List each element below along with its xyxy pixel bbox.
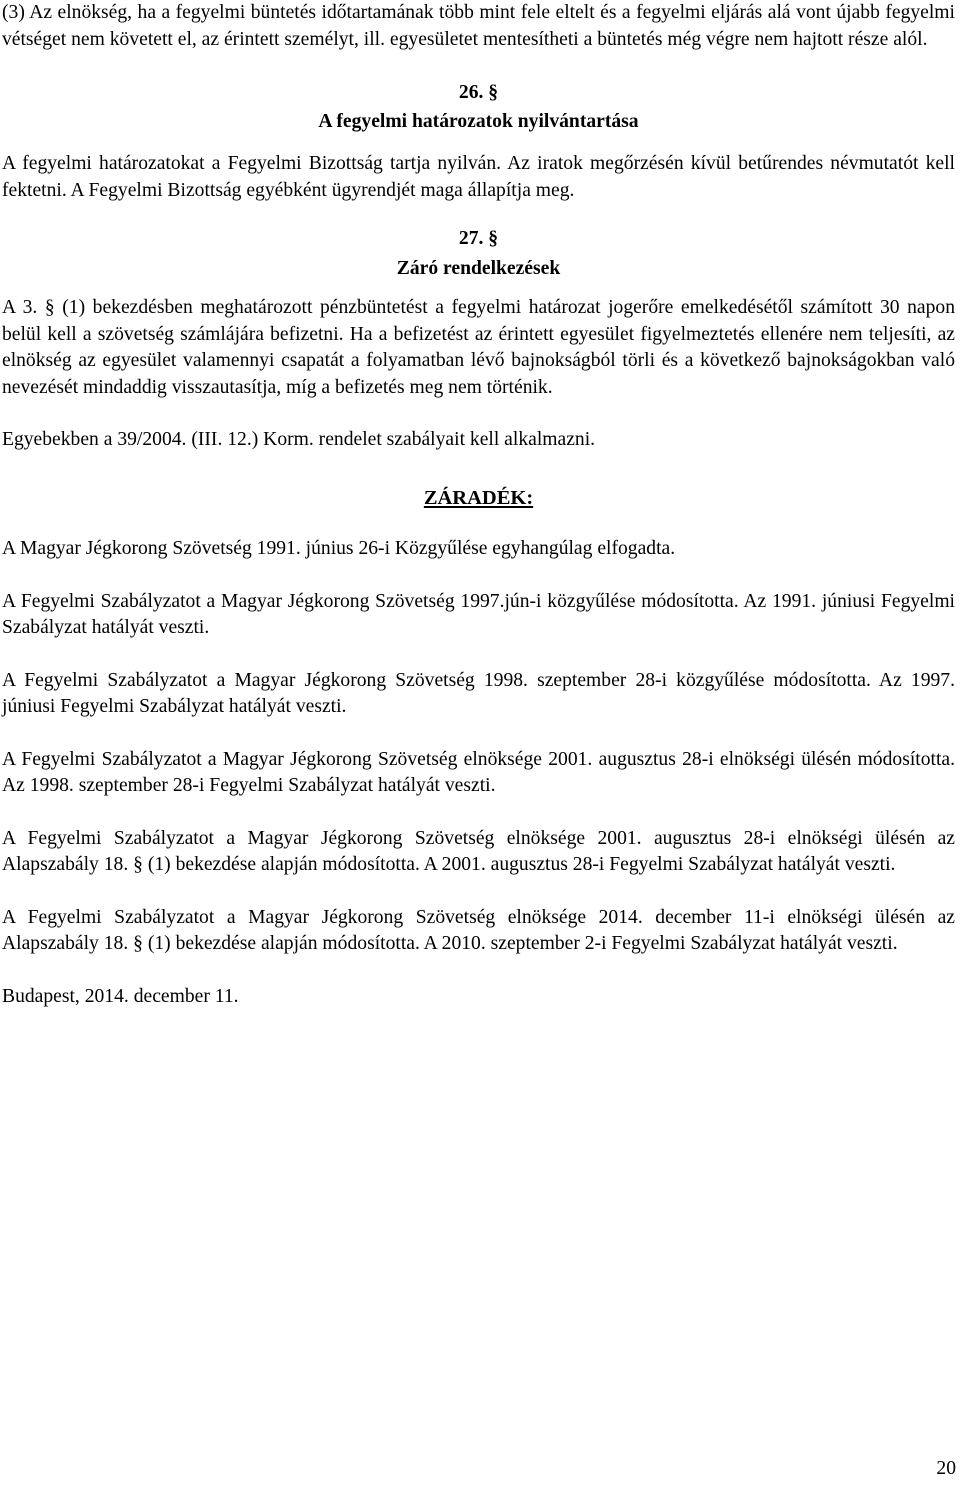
document-body bbox=[2, 0, 955, 1010]
zaradek-entry-3: A Fegyelmi Szabályzatot a Magyar Jégkorong Szövetség 1998. szeptember 28-i közgyűlése módosította. Az 1997. júniusi Fegyelmi Szabályzat hatályát veszti. bbox=[2, 669, 955, 717]
section-27-number: 27. § bbox=[458, 228, 499, 249]
section-27-text: A 3. § (1) bekezdésben meghatározott pénzbüntetést a fegyelmi határozat jogerőre emelkedésétől számított 30 napon belül kell a szövetség számlájára befizetni. Ha a befizetést az érintett egyesület figyelmeztetés ellenére nem teljesíti, az elnökség az egyesület valamennyi csapatát a folyamatban lévő bajnokságból törli és a következő bajnokságokban való nevezését mindaddig visszautasítja, míg a befizetés meg nem történik. bbox=[2, 297, 955, 398]
section-27-other: Egyebekben a 39/2004. (III. 12.) Korm. rendelet szabályait kell alkalmazni. bbox=[2, 429, 596, 450]
zaradek-entry-6: A Fegyelmi Szabályzatot a Magyar Jégkorong Szövetség elnöksége 2014. december 11-i elnökségi ülésén az Alapszabály 18. § (1) bekezdése alapján módosította. A 2010. szeptember 2-i Fegyelmi Szabályzat hatályát veszti. bbox=[2, 906, 955, 954]
zaradek-entry-1: A Magyar Jégkorong Szövetség 1991. június 26-i Közgyűlése egyhangúlag elfogadta. bbox=[2, 538, 676, 559]
zaradek-entry-4: A Fegyelmi Szabályzatot a Magyar Jégkorong Szövetség elnöksége 2001. augusztus 28-i elnökségi ülésén módosította. Az 1998. szeptember 28-i Fegyelmi Szabályzat hatályát veszti. bbox=[2, 748, 955, 796]
place-and-date: Budapest, 2014. december 11. bbox=[2, 985, 239, 1007]
section-27-title: Záró rendelkezések bbox=[396, 257, 561, 279]
page-number: 20 bbox=[936, 1458, 956, 1479]
zaradek-title: ZÁRADÉK: bbox=[423, 486, 534, 509]
section-26-title: A fegyelmi határozatok nyilvántartása bbox=[318, 110, 639, 132]
zaradek-entry-2: A Fegyelmi Szabályzatot a Magyar Jégkorong Szövetség 1997.jún-i közgyűlése módosította. Az 1991. júniusi Fegyelmi Szabályzat hatályát veszti. bbox=[2, 590, 955, 638]
section-26-number: 26. § bbox=[458, 82, 499, 103]
paragraph-3: (3) Az elnökség, ha a fegyelmi büntetés időtartamának több mint fele eltelt és a fegyelmi eljárás alá vont újabb fegyelmi vétséget nem követett el, az érintett személyt, ill. egyesületet mentesítheti a büntetés még végre nem hajtott része alól. bbox=[2, 2, 955, 50]
section-26-text: A fegyelmi határozatokat a Fegyelmi Bizottság tartja nyilván. Az iratok megőrzésén kívül betűrendes névmutatót kell fektetni. A Fegyelmi Bizottság egyébként ügyrendjét maga állapítja meg. bbox=[2, 153, 955, 201]
zaradek-entry-5: A Fegyelmi Szabályzatot a Magyar Jégkorong Szövetség elnöksége 2001. augusztus 28-i elnökségi ülésén az Alapszabály 18. § (1) bekezdése alapján módosította. A 2001. augusztus 28-i Fegyelmi Szabályzat hatályát veszti. bbox=[2, 827, 955, 875]
